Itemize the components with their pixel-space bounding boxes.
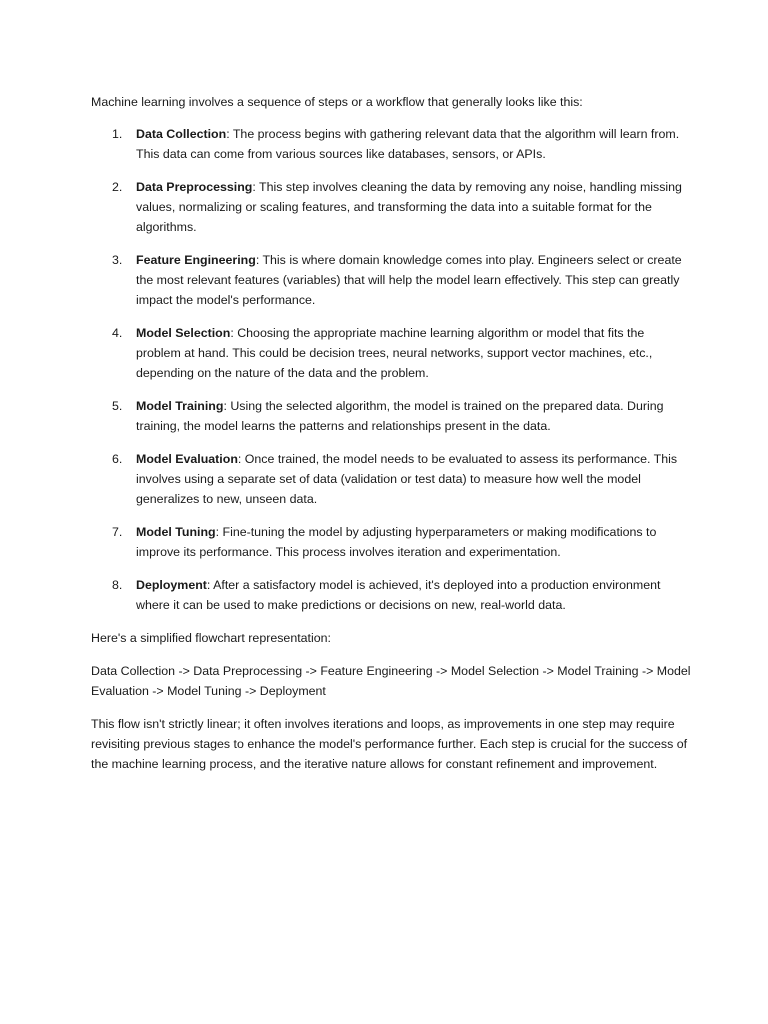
step-number: 1. (112, 127, 123, 141)
step-term: Feature Engineering (136, 253, 256, 267)
step-description: : Fine-tuning the model by adjusting hyperparameters or making modifications to improve its performance. This process involves iteration and experimentation. (136, 525, 657, 559)
workflow-steps-list (91, 124, 691, 615)
list-item (91, 396, 691, 436)
step-description: : The process begins with gathering relevant data that the algorithm will learn from. This data can come from various sources like databases, sensors, or APIs. (136, 127, 680, 161)
step-description: : Once trained, the model needs to be evaluated to assess its performance. This involves using a separate set of data (validation or test data) to measure how well the model generalizes to new, unseen data. (136, 452, 678, 506)
conclusion-paragraph: This flow isn't strictly linear; it often involves iterations and loops, as improvements in one step may require revisiting previous stages to enhance the model's performance further. Each step is crucial for the success of the machine learning process, and the iterative nature allows for constant refinement and improvement. (91, 717, 688, 771)
step-term: Data Collection (136, 127, 227, 141)
step-number: 7. (112, 525, 123, 539)
step-number: 8. (112, 578, 123, 592)
step-number: 4. (112, 326, 123, 340)
step-description: : Choosing the appropriate machine learning algorithm or model that fits the problem at hand. This could be decision trees, neural networks, support vector machines, etc., depending on the nature of the data and the problem. (136, 326, 653, 380)
list-item (91, 250, 691, 310)
step-term: Model Training (136, 399, 224, 413)
step-term: Model Tuning (136, 525, 216, 539)
intro-paragraph: Machine learning involves a sequence of steps or a workflow that generally looks like this: (91, 95, 583, 109)
step-description: : This step involves cleaning the data by removing any noise, handling missing values, normalizing or scaling features, and transforming the data into a suitable format for the algorithms. (136, 180, 682, 234)
list-item (91, 575, 691, 615)
list-item (91, 177, 691, 237)
list-item (91, 124, 691, 164)
list-item (91, 449, 691, 509)
step-term: Model Selection (136, 326, 231, 340)
step-term: Model Evaluation (136, 452, 238, 466)
step-number: 2. (112, 180, 123, 194)
step-description: : After a satisfactory model is achieved, it's deployed into a production environment where it can be used to make predictions or decisions on new, real-world data. (136, 578, 661, 612)
step-description: : Using the selected algorithm, the model is trained on the prepared data. During training, the model learns the patterns and relationships present in the data. (136, 399, 664, 433)
flowchart-heading: Here's a simplified flowchart representation: (91, 631, 331, 645)
flowchart-text: Data Collection -> Data Preprocessing -> Feature Engineering -> Model Selection -> Model Training -> Model Evaluation -> Model Tuning -> Deployment (91, 664, 691, 698)
step-number: 6. (112, 452, 123, 466)
list-item (91, 323, 691, 383)
list-item (91, 522, 691, 562)
step-description: : This is where domain knowledge comes into play. Engineers select or create the most relevant features (variables) that will help the model learn effectively. This step can greatly impact the model's performance. (136, 253, 682, 307)
step-number: 3. (112, 253, 123, 267)
step-number: 5. (112, 399, 123, 413)
step-term: Deployment (136, 578, 207, 592)
step-term: Data Preprocessing (136, 180, 253, 194)
document-body (91, 92, 691, 774)
